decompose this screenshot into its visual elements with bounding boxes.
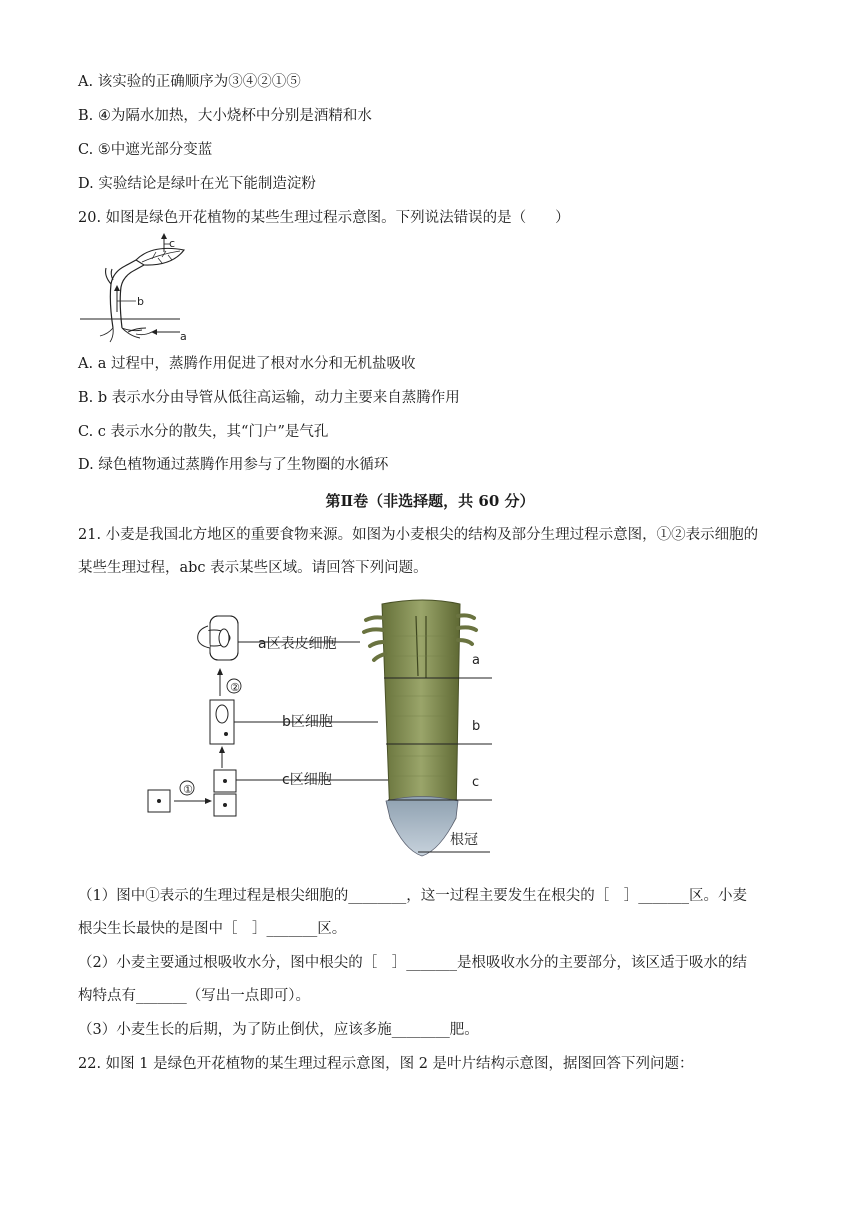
q20-label-b: b [137,295,144,308]
label-b-cell: b区细胞 [282,714,333,730]
section-title: 第Ⅱ卷（非选择题，共 60 分） [325,492,535,510]
q20-option-b: B. b 表示水分由导管从低往高运输，动力主要来自蒸腾作用 [78,390,460,406]
process-1-label: ① [183,783,193,796]
q21-stem-line1: 21. 小麦是我国北方地区的重要食物来源。如图为小麦根尖的结构及部分生理过程示意图，①②表示细胞的 [78,527,759,543]
q20-label-a: a [180,330,187,343]
q21-sub2-line1: （2）小麦主要通过根吸收水分，图中根尖的［ ］_______是根吸收水分的主要部分，该区适于吸水的结 [78,955,747,971]
q22-stem: 22. 如图 1 是绿色开花植物的某生理过程示意图，图 2 是叶片结构示意图，据图回答下列问题： [78,1056,694,1072]
q21-sub2-line2: 构特点有_______（写出一点即可）。 [78,988,310,1004]
q21-stem-line2: 某些生理过程，abc 表示某些区域。请回答下列问题。 [78,560,428,576]
zone-label-a: a [472,653,480,668]
q20-plant-figure [80,232,200,344]
q21-sub1-line1: （1）图中①表示的生理过程是根尖细胞的________，这一过程主要发生在根尖的［ ］_______区。小麦 [78,888,747,904]
q20-option-d: D. 绿色植物通过蒸腾作用参与了生物圈的水循环 [78,457,389,473]
q20-option-a: A. a 过程中，蒸腾作用促进了根对水分和无机盐吸收 [78,356,416,372]
q20-option-c: C. c 表示水分的散失，其“门户”是气孔 [78,424,329,440]
q19-option-a: A. 该实验的正确顺序为③④②①⑤ [78,74,301,90]
label-c-cell: c区细胞 [282,772,332,788]
q20-label-c: c [169,237,176,250]
root-cap-label: 根冠 [450,832,478,848]
q19-option-d: D. 实验结论是绿叶在光下能制造淀粉 [78,176,316,192]
q20-stem: 20. 如图是绿色开花植物的某些生理过程示意图。下列说法错误的是（ ） [78,210,570,226]
q19-option-c: C. ⑤中遮光部分变蓝 [78,142,213,158]
zone-label-b: b [472,719,481,734]
label-a-cell: a区表皮细胞 [258,636,337,652]
process-2-label: ② [230,681,240,694]
q21-root-tip-figure [140,596,500,858]
zone-label-c: c [472,775,480,790]
q21-sub3: （3）小麦生长的后期，为了防止倒伏，应该多施________肥。 [78,1022,479,1038]
q19-option-b: B. ④为隔水加热，大小烧杯中分别是酒精和水 [78,108,372,124]
q21-sub1-line2: 根尖生长最快的是图中［ ］_______区。 [78,921,347,937]
